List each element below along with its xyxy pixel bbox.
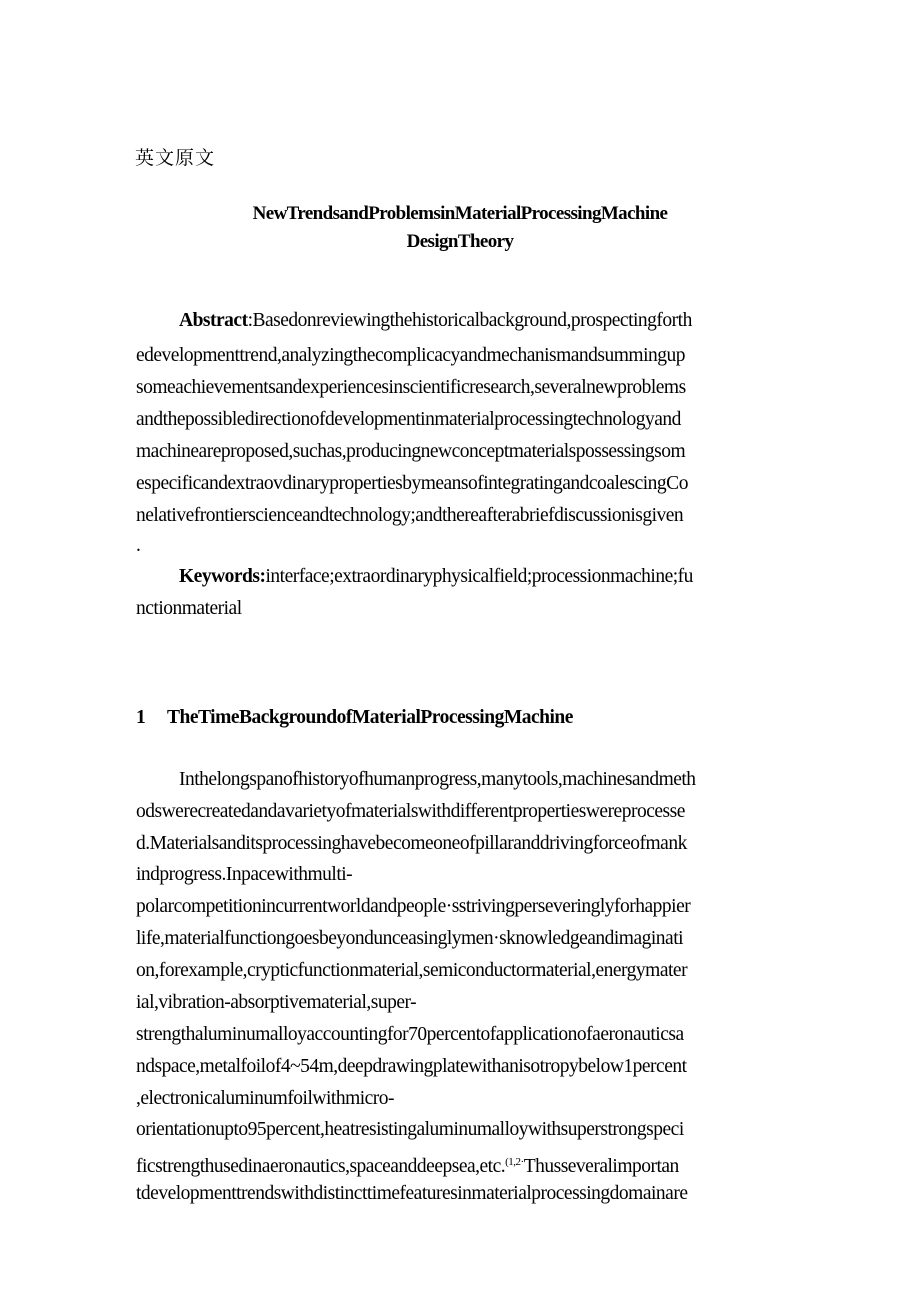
- keywords-line: nctionmaterial: [136, 598, 242, 619]
- abstract-label: Abstract: [179, 310, 248, 331]
- body-line: ial,vibration-absorptivematerial,super-: [136, 992, 417, 1013]
- abstract-line: machineareproposed,suchas,producingnewconceptmaterialspossessingsom: [136, 441, 686, 462]
- body-line: orientationupto95percent,heatresistingaluminumalloywithsuperstrongspeci: [136, 1119, 684, 1140]
- body-line: d.Materialsanditsprocessinghavebecomeoneofpillaranddrivingforceofmank: [136, 833, 687, 854]
- section-label: 英文原文: [135, 148, 216, 169]
- abstract-line: especificandextraovdinarypropertiesbymeansofintegratingandcoalescingCo: [136, 473, 688, 494]
- body-line: tdevelopmenttrendswithdistincttimefeaturesinmaterialprocessingdomainare: [136, 1183, 688, 1204]
- section-heading: [136, 706, 573, 730]
- abstract-line: someachievementsandexperiencesinscientificresearch,severalnewproblems: [136, 377, 686, 398]
- keywords-line: Keywords:interface;extraordinaryphysicalfield;processionmachine;fu: [179, 566, 693, 587]
- section-number: 1: [136, 707, 146, 728]
- body-line: polarcompetitionincurrentworldandpeople·sstrivingperseveringlyforhappier: [136, 896, 691, 917]
- body-line: on,forexample,crypticfunctionmaterial,semiconductormaterial,energymater: [136, 960, 688, 981]
- body-line: life,materialfunctiongoesbeyondunceasinglymen·sknowledgeandimaginati: [136, 928, 684, 949]
- abstract-line: .: [136, 535, 141, 556]
- body-line: ,electronicaluminumfoilwithmicro-: [136, 1088, 395, 1109]
- abstract-line: andthepossibledirectionofdevelopmentinmaterialprocessingtechnologyand: [136, 409, 681, 430]
- citation-superscript: (1,2·: [505, 1156, 524, 1168]
- title-line-1: NewTrendsandProblemsinMaterialProcessingMachine: [252, 203, 668, 224]
- body-line: ndspace,metalfoilof4~54m,deepdrawingplatewithanisotropybelow1percent: [136, 1056, 687, 1077]
- body-line: odswerecreatedandavarietyofmaterialswithdifferentpropertieswereprocesse: [136, 801, 685, 822]
- body-line: Inthelongspanofhistoryofhumanprogress,manytools,machinesandmeth: [179, 769, 696, 790]
- abstract-line: edevelopmenttrend,analyzingthecomplicacyandmechanismandsummingup: [136, 345, 686, 366]
- keywords-label: Keywords:: [179, 566, 266, 587]
- body-line: ficstrengthusedinaeronautics,spaceanddeepsea,etc.$^{(1,2\cdot}$Thusseveralimportan: [136, 1156, 679, 1177]
- document-title: [130, 200, 790, 256]
- abstract-line: Abstract:Basedonreviewingthehistoricalbackground,prospectingforth: [179, 310, 692, 331]
- body-line: indprogress.Inpacewithmulti-: [136, 864, 353, 885]
- abstract-line: nelativefrontierscienceandtechnology;andthereafterabriefdiscussionisgiven: [136, 505, 684, 526]
- body-line: strengthaluminumalloyaccountingfor70percentofapplicationofaeronauticsa: [136, 1024, 684, 1045]
- title-line-2: DesignTheory: [406, 231, 514, 252]
- section-title: TheTimeBackgroundofMaterialProcessingMachine: [167, 707, 573, 728]
